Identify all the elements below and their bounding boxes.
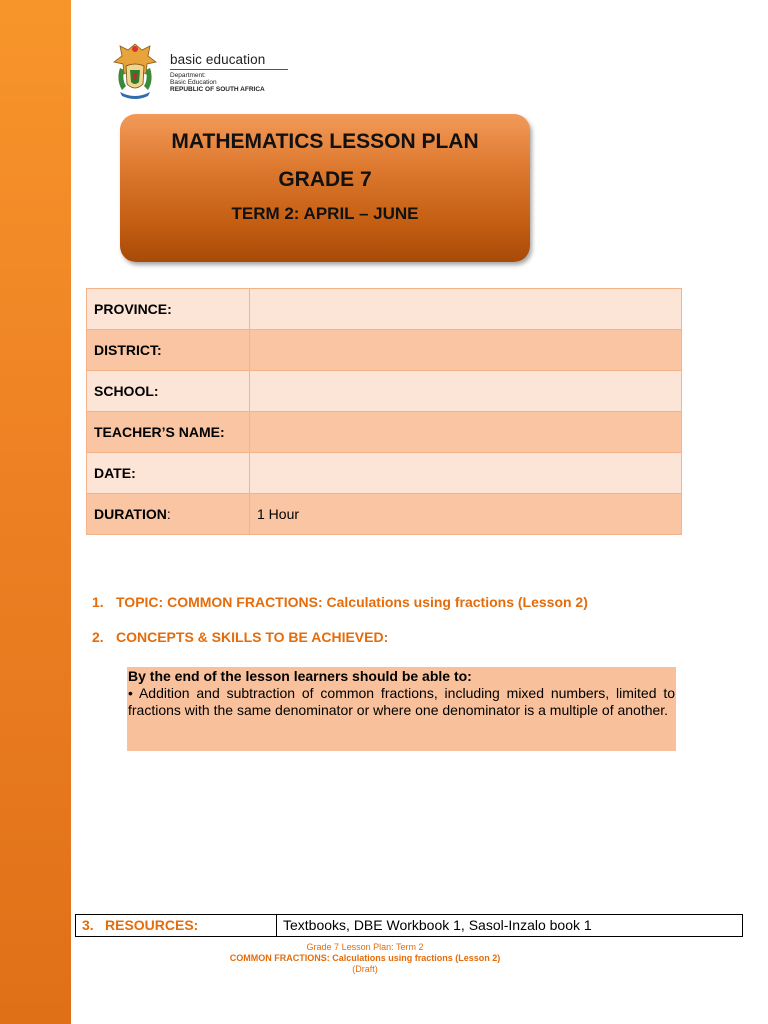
date-field[interactable]	[250, 453, 682, 494]
table-row-duration	[87, 494, 682, 535]
outcomes-body: • Addition and subtraction of common fractions, including mixed numbers, limited to fractions with the same denominator or where one denominator is a multiple of another.	[128, 685, 675, 718]
topic-number: 1.	[92, 594, 104, 610]
table-row-province	[87, 289, 682, 330]
logo-country: REPUBLIC OF SOUTH AFRICA	[170, 86, 265, 93]
logo-divider	[170, 69, 288, 70]
teacher-name-label: TEACHER’S NAME:	[87, 412, 250, 453]
grade-title: GRADE 7	[278, 168, 372, 191]
school-field[interactable]	[250, 371, 682, 412]
province-field[interactable]	[250, 289, 682, 330]
learning-outcomes-box	[127, 667, 676, 751]
title-banner	[120, 114, 530, 262]
duration-label-text: DURATION	[94, 506, 167, 522]
table-row-district	[87, 330, 682, 371]
resources-number: 3.	[82, 917, 94, 933]
resources-label	[76, 915, 277, 936]
school-label: SCHOOL:	[87, 371, 250, 412]
topic-heading	[92, 594, 588, 610]
duration-label-colon: :	[166, 506, 171, 522]
logo-brand-text: basic education	[170, 52, 266, 67]
duration-label	[87, 494, 250, 535]
resources-value: Textbooks, DBE Workbook 1, Sasol-Inzalo book 1	[283, 917, 592, 933]
duration-field[interactable]: 1 Hour	[250, 494, 682, 535]
footer-line-3: (Draft)	[352, 964, 378, 974]
topic-text: TOPIC: COMMON FRACTIONS: Calculations using fractions (Lesson 2)	[116, 594, 588, 610]
outcomes-lead: By the end of the lesson learners should be able to:	[128, 668, 472, 684]
department-logo	[108, 38, 290, 100]
concepts-text: CONCEPTS & SKILLS TO BE ACHIEVED:	[116, 629, 389, 645]
teacher-name-field[interactable]	[250, 412, 682, 453]
document-title: MATHEMATICS LESSON PLAN	[171, 130, 479, 153]
side-accent-bar	[0, 0, 71, 1024]
coat-of-arms-icon	[112, 40, 158, 100]
table-row-school	[87, 371, 682, 412]
date-label: DATE:	[87, 453, 250, 494]
resources-label-text: RESOURCES:	[105, 917, 199, 933]
concepts-heading	[92, 629, 388, 645]
logo-department-label: Department:	[170, 72, 206, 79]
district-label: DISTRICT:	[87, 330, 250, 371]
table-row-teacher	[87, 412, 682, 453]
district-field[interactable]	[250, 330, 682, 371]
logo-department-name: Basic Education	[170, 79, 217, 86]
concepts-number: 2.	[92, 629, 104, 645]
province-label: PROVINCE:	[87, 289, 250, 330]
footer-line-1: Grade 7 Lesson Plan: Term 2	[306, 942, 424, 952]
info-table	[86, 288, 682, 535]
resources-row	[75, 914, 743, 937]
table-row-date	[87, 453, 682, 494]
term-title: TERM 2: APRIL – JUNE	[231, 204, 419, 223]
footer-line-2: COMMON FRACTIONS: Calculations using fractions (Lesson 2)	[229, 953, 501, 963]
